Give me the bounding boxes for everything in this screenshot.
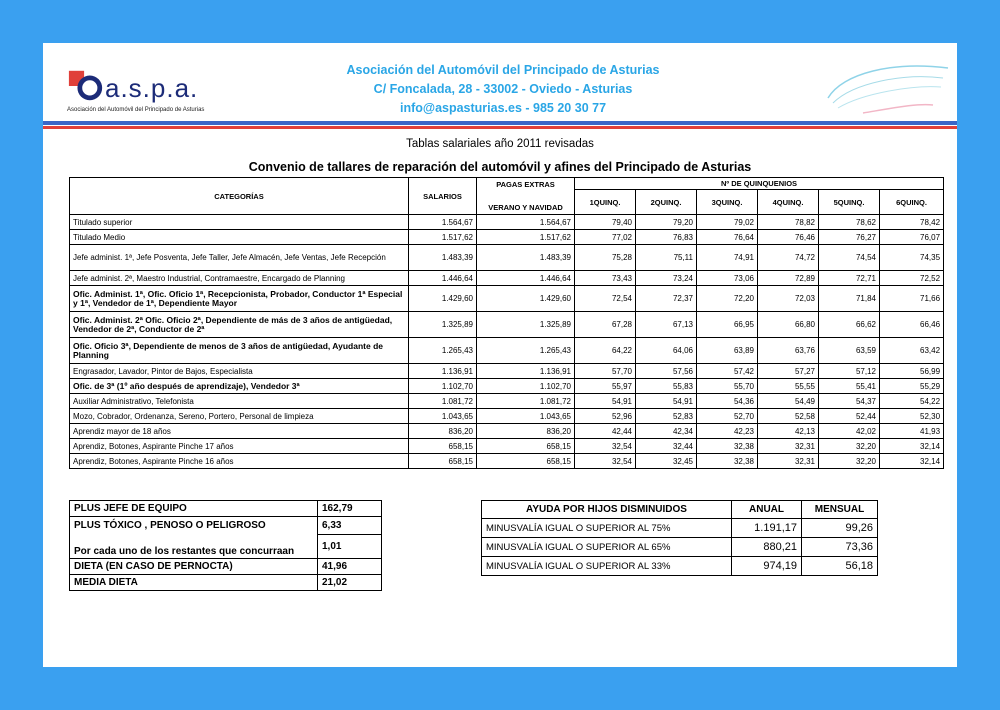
quinquenio-cell: 42,34 xyxy=(636,424,697,439)
category-cell: Titulado superior xyxy=(70,215,409,230)
header-salarios: SALARIOS xyxy=(409,178,477,215)
table-row xyxy=(70,215,944,230)
quinquenio-cell: 64,22 xyxy=(575,338,636,364)
association-name: Asociación del Automóvil del Principado de Asturias xyxy=(346,63,660,77)
quinquenio-cell: 57,42 xyxy=(697,364,758,379)
plus-media-dieta-label: MEDIA DIETA xyxy=(70,575,318,591)
quinquenio-cell: 32,31 xyxy=(758,454,819,469)
association-address: C/ Foncalada, 28 - 33002 - Oviedo - Asturias xyxy=(373,82,633,96)
plus-table xyxy=(69,500,382,591)
quinquenio-cell: 66,95 xyxy=(697,312,758,338)
quinquenio-cell: 54,36 xyxy=(697,394,758,409)
pagas-extras-cell: 1.325,89 xyxy=(477,312,575,338)
ayuda-hijos-table xyxy=(481,500,878,576)
quinquenio-cell: 32,31 xyxy=(758,439,819,454)
aspa-logo xyxy=(65,65,235,125)
quinquenio-cell: 67,13 xyxy=(636,312,697,338)
plus-cada-label: Por cada uno de los restantes que concurraan xyxy=(70,535,318,559)
header-pagas-extras xyxy=(477,178,575,215)
quinquenio-cell: 32,54 xyxy=(575,439,636,454)
quinquenio-cell: 42,02 xyxy=(819,424,880,439)
plus-jefe-label: PLUS JEFE DE EQUIPO xyxy=(70,501,318,517)
quinquenio-cell: 74,54 xyxy=(819,245,880,271)
quinquenio-cell: 57,70 xyxy=(575,364,636,379)
quinquenio-cell: 55,83 xyxy=(636,379,697,394)
category-cell: Ofic. Oficio 3ª, Dependiente de menos de 3 años de antigüedad, Ayudante de Planning xyxy=(70,338,409,364)
category-cell: Aprendiz, Botones, Aspirante Pinche 17 años xyxy=(70,439,409,454)
header-quinq-3: 3QUINQ. xyxy=(697,190,758,215)
table-row xyxy=(70,364,944,379)
salary-table xyxy=(69,177,944,469)
plus-dieta-label: DIETA (EN CASO DE PERNOCTA) xyxy=(70,559,318,575)
document-title: Tablas salariales año 2011 revisadas xyxy=(406,138,594,150)
quinquenio-cell: 75,28 xyxy=(575,245,636,271)
plus-toxico-value: 6,33 xyxy=(318,517,382,535)
logo-mark-icon xyxy=(67,67,105,105)
association-contact: info@aspasturias.es - 985 20 30 77 xyxy=(399,101,607,115)
header-divider-blue xyxy=(43,121,957,125)
category-cell: Jefe administ. 1ª, Jefe Posventa, Jefe Taller, Jefe Almacén, Jefe Ventas, Jefe Recepción xyxy=(70,245,409,271)
plus-dieta-value: 41,96 xyxy=(318,559,382,575)
quinquenio-cell: 55,70 xyxy=(697,379,758,394)
quinquenio-cell: 75,11 xyxy=(636,245,697,271)
table-row xyxy=(70,409,944,424)
quinquenio-cell: 72,54 xyxy=(575,286,636,312)
quinquenio-cell: 71,66 xyxy=(880,286,944,312)
salario-cell: 1.325,89 xyxy=(409,312,477,338)
quinquenio-cell: 54,91 xyxy=(575,394,636,409)
quinquenio-cell: 55,29 xyxy=(880,379,944,394)
table-row xyxy=(70,439,944,454)
quinquenio-cell: 74,91 xyxy=(697,245,758,271)
quinquenio-cell: 55,41 xyxy=(819,379,880,394)
quinquenio-cell: 55,55 xyxy=(758,379,819,394)
ayuda-row-label: MINUSVALÍA IGUAL O SUPERIOR AL 65% xyxy=(482,538,732,557)
category-cell: Aprendiz, Botones, Aspirante Pinche 16 años xyxy=(70,454,409,469)
pagas-extras-cell: 1.043,65 xyxy=(477,409,575,424)
quinquenio-cell: 54,91 xyxy=(636,394,697,409)
quinquenio-cell: 73,24 xyxy=(636,271,697,286)
salario-cell: 658,15 xyxy=(409,439,477,454)
quinquenio-cell: 78,62 xyxy=(819,215,880,230)
document-subtitle: Convenio de tallares de reparación del automóvil y afines del Principado de Asturias xyxy=(248,160,752,174)
ayuda-row-anual: 974,19 xyxy=(732,557,802,576)
quinquenio-cell: 78,42 xyxy=(880,215,944,230)
quinquenio-cell: 72,37 xyxy=(636,286,697,312)
ayuda-header-mensual: MENSUAL xyxy=(802,501,878,519)
ayuda-row-anual: 880,21 xyxy=(732,538,802,557)
salario-cell: 836,20 xyxy=(409,424,477,439)
table-row xyxy=(70,338,944,364)
category-cell: Ofic. Administ. 1ª, Ofic. Oficio 1ª, Recepcionista, Probador, Conductor 1ª Especial y 1ª, Vendedor de 1ª, Dependiente Mayor xyxy=(70,286,409,312)
ayuda-row-mensual: 56,18 xyxy=(802,557,878,576)
ayuda-header-title: AYUDA POR HIJOS DISMINUIDOS xyxy=(482,501,732,519)
quinquenio-cell: 32,14 xyxy=(880,439,944,454)
salario-cell: 658,15 xyxy=(409,454,477,469)
quinquenio-cell: 72,20 xyxy=(697,286,758,312)
car-swoosh-icon xyxy=(823,53,953,123)
pagas-extras-cell: 658,15 xyxy=(477,439,575,454)
salario-cell: 1.517,62 xyxy=(409,230,477,245)
category-cell: Ofic. de 3ª (1º año después de aprendizaje), Vendedor 3ª xyxy=(70,379,409,394)
logo-text: a.s.p.a. xyxy=(105,73,199,103)
document-page xyxy=(43,43,957,667)
pagas-extras-cell: 1.102,70 xyxy=(477,379,575,394)
quinquenio-cell: 32,44 xyxy=(636,439,697,454)
quinquenio-cell: 54,22 xyxy=(880,394,944,409)
quinquenio-cell: 64,06 xyxy=(636,338,697,364)
table-row xyxy=(70,394,944,409)
header-quinq-1: 1QUINQ. xyxy=(575,190,636,215)
pagas-extras-cell: 836,20 xyxy=(477,424,575,439)
quinquenio-cell: 52,83 xyxy=(636,409,697,424)
ayuda-row-label: MINUSVALÍA IGUAL O SUPERIOR AL 75% xyxy=(482,519,732,538)
ayuda-row-label: MINUSVALÍA IGUAL O SUPERIOR AL 33% xyxy=(482,557,732,576)
pagas-extras-cell: 658,15 xyxy=(477,454,575,469)
quinquenio-cell: 76,27 xyxy=(819,230,880,245)
logo-subtitle: Asociación del Automóvil del Principado de Asturias xyxy=(67,107,205,113)
category-cell: Engrasador, Lavador, Pintor de Bajos, Especialista xyxy=(70,364,409,379)
header-quinq-5: 5QUINQ. xyxy=(819,190,880,215)
header-categorias: CATEGORÍAS xyxy=(70,178,409,215)
quinquenio-cell: 52,96 xyxy=(575,409,636,424)
quinquenio-cell: 52,30 xyxy=(880,409,944,424)
table-row xyxy=(70,245,944,271)
plus-toxico-label: PLUS TÓXICO , PENOSO O PELIGROSO xyxy=(70,517,318,535)
quinquenio-cell: 72,89 xyxy=(758,271,819,286)
pagas-extras-cell: 1.446,64 xyxy=(477,271,575,286)
quinquenio-cell: 32,20 xyxy=(819,454,880,469)
quinquenio-cell: 32,20 xyxy=(819,439,880,454)
pagas-extras-cell: 1.136,91 xyxy=(477,364,575,379)
quinquenio-cell: 73,43 xyxy=(575,271,636,286)
quinquenio-cell: 76,83 xyxy=(636,230,697,245)
pagas-extras-cell: 1.265,43 xyxy=(477,338,575,364)
pagas-extras-cell: 1.517,62 xyxy=(477,230,575,245)
quinquenio-cell: 67,28 xyxy=(575,312,636,338)
quinquenio-cell: 63,42 xyxy=(880,338,944,364)
category-cell: Mozo, Cobrador, Ordenanza, Sereno, Portero, Personal de limpieza xyxy=(70,409,409,424)
quinquenio-cell: 72,71 xyxy=(819,271,880,286)
salario-cell: 1.446,64 xyxy=(409,271,477,286)
quinquenio-cell: 52,70 xyxy=(697,409,758,424)
header-quinquenios: Nº DE QUINQUENIOS xyxy=(575,178,944,190)
quinquenio-cell: 79,20 xyxy=(636,215,697,230)
quinquenio-cell: 32,54 xyxy=(575,454,636,469)
salario-cell: 1.081,72 xyxy=(409,394,477,409)
quinquenio-cell: 54,49 xyxy=(758,394,819,409)
pagas-extras-cell: 1.483,39 xyxy=(477,245,575,271)
pagas-extras-cell: 1.429,60 xyxy=(477,286,575,312)
table-row xyxy=(70,286,944,312)
salario-cell: 1.265,43 xyxy=(409,338,477,364)
category-cell: Titulado Medio xyxy=(70,230,409,245)
quinquenio-cell: 42,13 xyxy=(758,424,819,439)
quinquenio-cell: 41,93 xyxy=(880,424,944,439)
quinquenio-cell: 79,40 xyxy=(575,215,636,230)
table-row xyxy=(70,312,944,338)
category-cell: Auxiliar Administrativo, Telefonista xyxy=(70,394,409,409)
quinquenio-cell: 71,84 xyxy=(819,286,880,312)
quinquenio-cell: 57,27 xyxy=(758,364,819,379)
quinquenio-cell: 42,44 xyxy=(575,424,636,439)
ayuda-row-mensual: 73,36 xyxy=(802,538,878,557)
association-header xyxy=(293,61,713,118)
category-cell: Jefe administ. 2ª, Maestro Industrial, Contramaestre, Encargado de Planning xyxy=(70,271,409,286)
table-row xyxy=(70,379,944,394)
salario-cell: 1.564,67 xyxy=(409,215,477,230)
quinquenio-cell: 74,72 xyxy=(758,245,819,271)
quinquenio-cell: 63,89 xyxy=(697,338,758,364)
quinquenio-cell: 76,07 xyxy=(880,230,944,245)
salario-cell: 1.136,91 xyxy=(409,364,477,379)
table-row xyxy=(70,271,944,286)
ayuda-row-anual: 1.191,17 xyxy=(732,519,802,538)
pagas-extras-cell: 1.564,67 xyxy=(477,215,575,230)
quinquenio-cell: 42,23 xyxy=(697,424,758,439)
quinquenio-cell: 66,80 xyxy=(758,312,819,338)
quinquenio-cell: 32,14 xyxy=(880,454,944,469)
category-cell: Ofic. Administ. 2ª Ofic. Oficio 2ª, Dependiente de más de 3 años de antigüedad, Vendedor de 2ª, Conductor de 2ª xyxy=(70,312,409,338)
quinquenio-cell: 32,38 xyxy=(697,439,758,454)
header-quinq-6: 6QUINQ. xyxy=(880,190,944,215)
plus-cada-value: 1,01 xyxy=(318,535,382,559)
salario-cell: 1.043,65 xyxy=(409,409,477,424)
quinquenio-cell: 77,02 xyxy=(575,230,636,245)
pagas-extras-cell: 1.081,72 xyxy=(477,394,575,409)
header-quinq-2: 2QUINQ. xyxy=(636,190,697,215)
quinquenio-cell: 57,56 xyxy=(636,364,697,379)
header-verano-navidad: VERANO Y NAVIDAD xyxy=(488,203,563,212)
quinquenio-cell: 66,46 xyxy=(880,312,944,338)
quinquenio-cell: 66,62 xyxy=(819,312,880,338)
table-row xyxy=(70,424,944,439)
quinquenio-cell: 56,99 xyxy=(880,364,944,379)
table-row xyxy=(70,230,944,245)
quinquenio-cell: 57,12 xyxy=(819,364,880,379)
table-row xyxy=(70,454,944,469)
salario-cell: 1.429,60 xyxy=(409,286,477,312)
quinquenio-cell: 72,52 xyxy=(880,271,944,286)
quinquenio-cell: 74,35 xyxy=(880,245,944,271)
quinquenio-cell: 32,38 xyxy=(697,454,758,469)
quinquenio-cell: 52,44 xyxy=(819,409,880,424)
quinquenio-cell: 55,97 xyxy=(575,379,636,394)
header-pagas-extras-label: PAGAS EXTRAS xyxy=(496,180,555,189)
ayuda-row-mensual: 99,26 xyxy=(802,519,878,538)
quinquenio-cell: 54,37 xyxy=(819,394,880,409)
quinquenio-cell: 63,76 xyxy=(758,338,819,364)
quinquenio-cell: 72,03 xyxy=(758,286,819,312)
quinquenio-cell: 52,58 xyxy=(758,409,819,424)
quinquenio-cell: 63,59 xyxy=(819,338,880,364)
plus-media-dieta-value: 21,02 xyxy=(318,575,382,591)
quinquenio-cell: 73,06 xyxy=(697,271,758,286)
quinquenio-cell: 32,45 xyxy=(636,454,697,469)
salario-cell: 1.102,70 xyxy=(409,379,477,394)
quinquenio-cell: 76,64 xyxy=(697,230,758,245)
ayuda-header-anual: ANUAL xyxy=(732,501,802,519)
category-cell: Aprendiz mayor de 18 años xyxy=(70,424,409,439)
quinquenio-cell: 79,02 xyxy=(697,215,758,230)
salario-cell: 1.483,39 xyxy=(409,245,477,271)
quinquenio-cell: 78,82 xyxy=(758,215,819,230)
header-divider-red xyxy=(43,126,957,129)
header-quinq-4: 4QUINQ. xyxy=(758,190,819,215)
quinquenio-cell: 76,46 xyxy=(758,230,819,245)
plus-jefe-value: 162,79 xyxy=(318,501,382,517)
